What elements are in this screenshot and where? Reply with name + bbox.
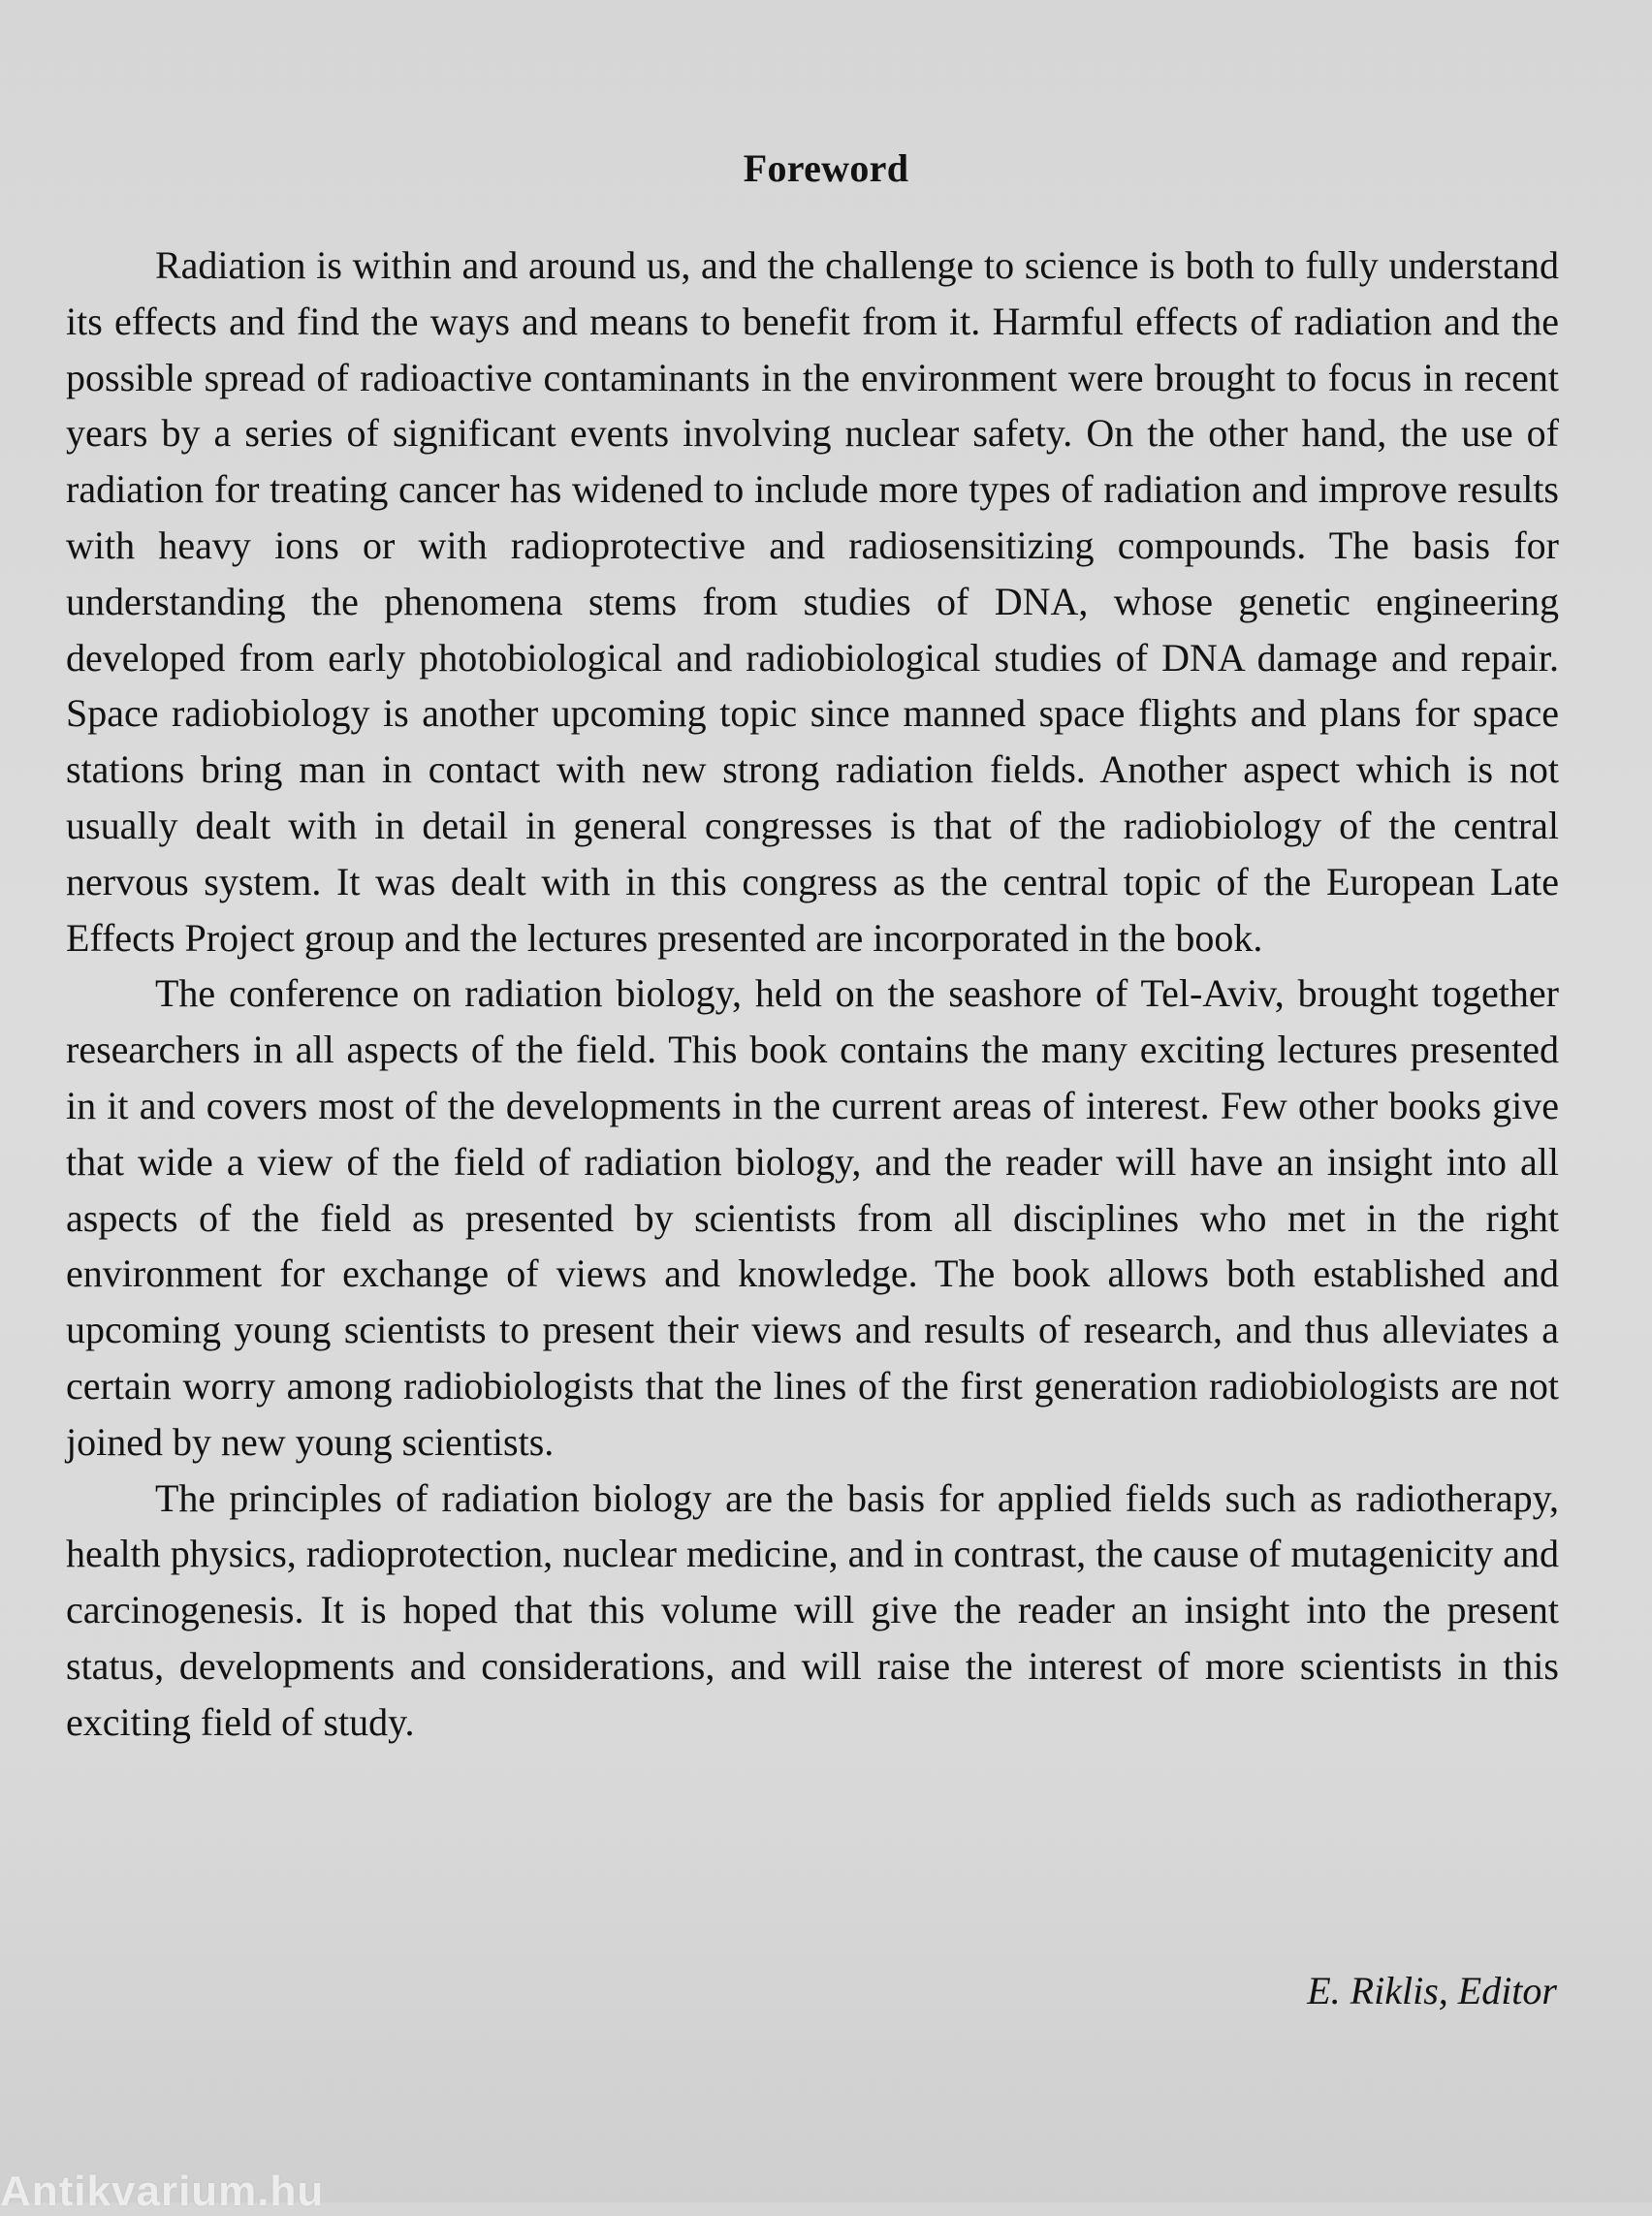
paragraph-1: Radiation is within and around us, and the challenge to science is both to fully understand its effects and find the ways and means to benefit from it. Harmful effects of radiation and the possible spread of radioactive contaminants in the environment were brought to focus in recent years by a series of significant events involving nuclear safety. On the other hand, the use of radiation for treating cancer has widened to include more types of radiation and improve results with heavy ions or with radioprotective and radiosensitizing compounds. The basis for understanding the phenomena stems from studies of DNA, whose genetic engineering developed from early photobiological and radiobiological studies of DNA damage and repair. Space radiobiology is another upcoming topic since manned space flights and plans for space stations bring man in contact with new strong radiation fields. Another aspect which is not usually dealt with in detail in general congresses is that of the radiobiology of the central nervous system. It was dealt with in this congress as the central topic of the European Late Effects Project group and the lectures presented are incorporated in the book. [66,243,1559,960]
editor-signature: E. Riklis, Editor [1307,1969,1557,2012]
paragraph-2: The conference on radiation biology, held on the seashore of Tel-Aviv, brought together researchers in all aspects of the field. This book contains the many exciting lectures presented in it and covers most of the developments in the current areas of interest. Few other books give that wide a view of the field of radiation biology, and the reader will have an insight into all aspects of the field as presented by scientists from all disciplines who met in the right environment for exchange of views and knowledge. The book allows both established and upcoming young scientists to present their views and results of research, and thus alleviates a certain worry among radiobiologists that the lines of the first generation radiobiologists are not joined by new young scientists. [66,971,1559,1464]
page-title: Foreword [743,146,909,190]
watermark: Antikvarium.hu [0,2168,325,2215]
foreword-body [66,237,1559,1751]
paragraph-3: The principles of radiation biology are the basis for applied fields such as radiotherapy, health physics, radioprotection, nuclear medicine, and in contrast, the cause of mutagenicity and carcinogenesis. It is hoped that this volume will give the reader an insight into the present status, developments and considerations, and will raise the interest of more scientists in this exciting field of study. [66,1475,1559,1744]
